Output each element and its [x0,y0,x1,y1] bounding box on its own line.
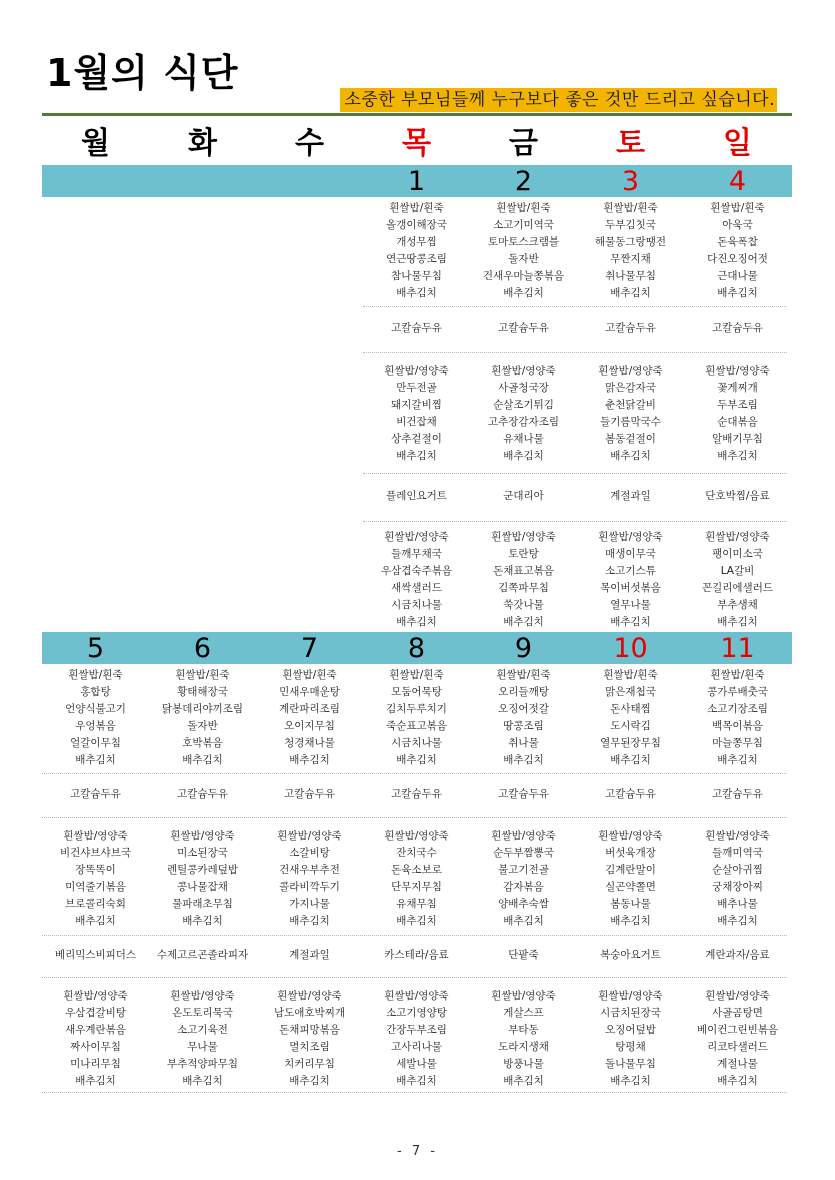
dinner-menu [470,988,577,1090]
menu-item: 흰쌀밥/영양죽 [598,365,663,377]
dinner-menu [684,988,791,1090]
date-number: 3 [621,166,640,197]
menu-item: 배추김치 [75,754,116,766]
menu-item: 흰쌀밥/영양죽 [277,990,342,1002]
menu-item: 배추나물 [717,898,758,910]
menu-item: 배추김치 [396,287,437,299]
menu-item: 배추김치 [75,915,116,927]
menu-item: 가지나물 [289,898,330,910]
breakfast-menu [684,200,791,302]
morning-snack: 고칼슘두유 [70,788,121,800]
menu-item: 청경채나물 [284,737,335,749]
menu-item: 치커리무침 [284,1058,335,1070]
title-divider [42,113,792,116]
menu-item: 황태해장국 [177,686,228,698]
menu-item: 짜사이무침 [70,1041,121,1053]
menu-item: 흰쌀밥/흰죽 [710,669,765,681]
menu-item: 김계란말이 [605,864,656,876]
menu-item: 무나물 [187,1041,218,1053]
menu-item: 배추김치 [503,287,544,299]
menu-item: 미소된장국 [177,847,228,859]
afternoon-snack: 단호박찜/음료 [705,490,770,502]
afternoon-snack: 플레인요거트 [386,490,447,502]
dinner-menu [577,529,684,631]
menu-item: 들기름막국수 [600,416,661,428]
menu-item: 연근땅콩조림 [386,253,447,265]
week-1-menus [42,200,792,640]
menu-item: 토마토스크램블 [487,236,559,248]
menu-item: 만두전골 [396,382,437,394]
menu-item: 흰쌀밥/영양죽 [384,365,449,377]
menu-item: 유채나물 [503,433,544,445]
dinner-menu [470,529,577,631]
breakfast-menu [577,667,684,769]
menu-item: 죽순표고볶음 [386,720,447,732]
menu-item: 맑은재첩국 [605,686,656,698]
menu-item: 배추김치 [610,754,651,766]
menu-item: 돈육소보로 [391,864,442,876]
menu-item: 쑥갓나물 [503,599,544,611]
menu-item: 흰쌀밥/영양죽 [170,990,235,1002]
menu-item: 배추김치 [610,915,651,927]
breakfast-menu [470,667,577,769]
menu-item: 흰쌀밥/영양죽 [277,830,342,842]
menu-item: 부추생채 [717,599,758,611]
menu-item: 배추김치 [289,1075,330,1087]
menu-item: 배추김치 [396,450,437,462]
menu-item: 부추적양파무침 [166,1058,238,1070]
dinner-menu [256,988,363,1090]
menu-item: 소갈비탕 [289,847,330,859]
menu-item: 흰쌀밥/영양죽 [491,990,556,1002]
morning-snack: 고칼슘두유 [712,788,763,800]
menu-item: 백목이볶음 [712,720,763,732]
menu-item: 홍합탕 [80,686,111,698]
page-number: - 7 - [397,1144,438,1159]
menu-item: 흰쌀밥/영양죽 [598,531,663,543]
day-name-4: 금 [509,126,538,161]
menu-item: 흰쌀밥/영양죽 [705,990,770,1002]
menu-item: 콜라비깍두기 [279,881,340,893]
date-band-week-1 [42,165,792,197]
breakfast-menu [42,667,149,769]
menu-item: 흰쌀밥/영양죽 [705,365,770,377]
date-number [42,165,149,197]
menu-item: 베이컨그린빈볶음 [696,1024,779,1036]
menu-item: 배추김치 [610,1075,651,1087]
day-name-3: 목 [402,126,431,161]
menu-item: 배추김치 [182,1075,223,1087]
dinner-menu [363,988,470,1090]
menu-item: 우삼겹갈비탕 [65,1007,126,1019]
menu-item: 상추겉절이 [391,433,442,445]
menu-item: LA갈비 [720,565,755,577]
afternoon-snack: 복숭아요거트 [600,949,661,961]
menu-item: 흰쌀밥/영양죽 [384,990,449,1002]
menu-item: 배추김치 [610,287,651,299]
menu-item: 계절나물 [717,1058,758,1070]
menu-item: 궁채장아찌 [712,881,763,893]
date-number [149,165,256,197]
menu-item: 순살조기튀김 [493,399,554,411]
menu-item: 두부김칫국 [605,219,656,231]
breakfast-menu [470,200,577,302]
menu-item: 봄동나물 [610,898,651,910]
menu-item: 호박볶음 [182,737,223,749]
dinner-menu [42,988,149,1090]
menu-item: 순두부짬뽕국 [493,847,554,859]
date-number: 6 [193,633,212,664]
menu-item: 고사리나물 [391,1041,442,1053]
menu-item: 취나물 [508,737,539,749]
subtitle-banner: 소중한 부모님들께 누구보다 좋은 것만 드리고 싶습니다. [340,88,777,112]
menu-item: 실곤약쫄면 [605,881,656,893]
menu-item: 비건샤브샤브국 [59,847,131,859]
menu-item: 김쪽파무침 [498,582,549,594]
menu-item: 오징어덮밥 [605,1024,656,1036]
menu-item: 맑은감자국 [605,382,656,394]
menu-item: 소고기미역국 [493,219,554,231]
menu-item: 배추김치 [503,616,544,628]
morning-snack: 고칼슘두유 [391,322,442,334]
afternoon-snack: 카스테라/음료 [384,949,449,961]
morning-snack: 고칼슘두유 [605,322,656,334]
menu-item: 배추김치 [503,450,544,462]
menu-item: 배추김치 [503,1075,544,1087]
row-separator [42,817,787,818]
menu-item: 흰쌀밥/영양죽 [384,531,449,543]
menu-item: 오이지무침 [284,720,335,732]
menu-item: 춘천닭갈비 [605,399,656,411]
menu-item: 흰쌀밥/흰죽 [496,669,551,681]
menu-item: 게살스프 [503,1007,544,1019]
menu-item: 알배기무침 [712,433,763,445]
menu-item: 열무나물 [610,599,651,611]
menu-item: 시금치된장국 [600,1007,661,1019]
menu-item: 배추김치 [396,616,437,628]
afternoon-snack: 계란과자/음료 [705,949,770,961]
menu-item: 세발나물 [396,1058,437,1070]
row-separator [42,773,787,774]
afternoon-snack: 수제고르곤졸라피자 [156,949,249,961]
menu-item: 단무지무침 [391,881,442,893]
date-band-week-2 [42,632,792,664]
lunch-menu [684,363,791,465]
afternoon-snack: 베리믹스비피더스 [54,949,137,961]
menu-item: 돌나물무침 [605,1058,656,1070]
menu-item: 흰쌀밥/영양죽 [598,990,663,1002]
menu-item: 흰쌀밥/흰죽 [389,669,444,681]
week-2-menus [42,667,792,1107]
menu-item: 배추김치 [717,1075,758,1087]
date-number: 4 [728,166,747,197]
menu-item: 장똑똑이 [75,864,116,876]
menu-item: 물파래초무침 [172,898,233,910]
lunch-menu [363,363,470,465]
menu-item: 흰쌀밥/흰죽 [282,669,337,681]
date-number: 5 [86,633,105,664]
dinner-menu [149,988,256,1090]
menu-item: 돌자반 [187,720,218,732]
menu-item: 흰쌀밥/영양죽 [491,830,556,842]
menu-item: 유채무침 [396,898,437,910]
menu-item: 흰쌀밥/흰죽 [68,669,123,681]
menu-item: 돈채표고볶음 [493,565,554,577]
menu-item: 렌틸콩카레덮밥 [166,864,238,876]
afternoon-snack: 계절과일 [610,490,651,502]
day-name-5: 토 [616,126,645,161]
menu-item: 흰쌀밥/영양죽 [598,830,663,842]
menu-item: 참나물무침 [391,270,442,282]
menu-item: 꼰길리에샐러드 [701,582,773,594]
dinner-menu [684,529,791,631]
dinner-menu [577,988,684,1090]
menu-item: 배추김치 [182,915,223,927]
menu-item: 배추김치 [182,754,223,766]
day-name-0: 월 [81,126,110,161]
morning-snack: 고칼슘두유 [712,322,763,334]
breakfast-menu [149,667,256,769]
date-number: 1 [407,166,426,197]
menu-item: 들깨무채국 [391,548,442,560]
menu-item: 도시락김 [610,720,651,732]
date-number: 2 [514,166,533,197]
menu-item: 배추김치 [717,754,758,766]
date-number: 9 [514,633,533,664]
menu-item: 고추장감자조림 [487,416,559,428]
menu-item: 땅콩조림 [503,720,544,732]
menu-item: 도라지생채 [498,1041,549,1053]
menu-item: 민새우매운탕 [279,686,340,698]
menu-item: 남도애호박찌개 [273,1007,345,1019]
menu-item: 배추김치 [610,450,651,462]
menu-item: 다진오징어젓 [707,253,768,265]
lunch-menu [577,828,684,930]
menu-item: 건새우마늘쫑볶음 [482,270,565,282]
menu-item: 방풍나물 [503,1058,544,1070]
date-number [256,165,363,197]
menu-item: 들깨미역국 [712,847,763,859]
menu-item: 소고기장조림 [707,703,768,715]
date-number: 10 [613,633,648,664]
menu-item: 소고기육전 [177,1024,228,1036]
menu-item: 탕평채 [615,1041,646,1053]
breakfast-menu [684,667,791,769]
breakfast-menu [363,200,470,302]
menu-item: 불고기전골 [498,864,549,876]
menu-item: 흰쌀밥/흰죽 [389,202,444,214]
lunch-menu [470,828,577,930]
menu-item: 돌자반 [508,253,539,265]
menu-item: 열무된장무침 [600,737,661,749]
menu-item: 배추김치 [503,754,544,766]
menu-item: 돈육폭찹 [717,236,758,248]
menu-item: 배추김치 [289,915,330,927]
menu-item: 배추김치 [717,616,758,628]
menu-item: 부타동 [508,1024,539,1036]
page-title: 1월의 식단 [46,51,239,95]
afternoon-snack: 계절과일 [289,949,330,961]
menu-item: 소고기영양탕 [386,1007,447,1019]
menu-item: 배추김치 [289,754,330,766]
menu-item: 사골곰탕면 [712,1007,763,1019]
menu-item: 잔치국수 [396,847,437,859]
menu-item: 흰쌀밥/흰죽 [496,202,551,214]
menu-item: 사골청국장 [498,382,549,394]
menu-item: 버섯육개장 [605,847,656,859]
menu-item: 언양식불고기 [65,703,126,715]
menu-item: 돈사태찜 [610,703,651,715]
menu-item: 미나리무침 [70,1058,121,1070]
lunch-menu [363,828,470,930]
row-separator [42,1092,787,1093]
menu-item: 김치두루치기 [386,703,447,715]
menu-item: 해물동그랑땡전 [594,236,666,248]
menu-item: 오리들깨탕 [498,686,549,698]
day-name-6: 일 [723,126,752,161]
afternoon-snack: 단팥죽 [508,949,539,961]
dinner-menu [363,529,470,631]
menu-item: 새싹샐러드 [391,582,442,594]
menu-item: 배추김치 [503,915,544,927]
menu-item: 배추김치 [717,287,758,299]
menu-item: 토란탕 [508,548,539,560]
menu-item: 멸치조림 [289,1041,330,1053]
lunch-menu [470,363,577,465]
menu-item: 배추김치 [75,1075,116,1087]
menu-item: 순대볶음 [717,416,758,428]
menu-item: 배추김치 [396,1075,437,1087]
menu-item: 올갱이해장국 [386,219,447,231]
menu-item: 얼갈이무침 [70,737,121,749]
menu-item: 배추김치 [396,754,437,766]
row-separator [363,473,787,474]
menu-item: 닭봉데리야끼조림 [161,703,244,715]
menu-item: 배추김치 [717,450,758,462]
menu-item: 흰쌀밥/영양죽 [705,531,770,543]
menu-item: 흰쌀밥/영양죽 [491,365,556,377]
lunch-menu [577,363,684,465]
afternoon-snack: 군대리아 [503,490,544,502]
menu-item: 순살아귀찜 [712,864,763,876]
menu-item: 취나물무침 [605,270,656,282]
menu-item: 아욱국 [722,219,753,231]
menu-item: 간장두부조림 [386,1024,447,1036]
menu-item: 콩나물잡채 [177,881,228,893]
menu-item: 흰쌀밥/흰죽 [603,669,658,681]
menu-item: 매생이무국 [605,548,656,560]
menu-item: 근대나물 [717,270,758,282]
menu-item: 흰쌀밥/영양죽 [170,830,235,842]
row-separator [363,352,787,353]
lunch-menu [42,828,149,930]
morning-snack: 고칼슘두유 [498,322,549,334]
menu-item: 소고기스튜 [605,565,656,577]
menu-item: 돈채피망볶음 [279,1024,340,1036]
menu-item: 흰쌀밥/영양죽 [384,830,449,842]
row-separator [42,977,787,978]
row-separator [363,306,787,307]
menu-item: 흰쌀밥/영양죽 [491,531,556,543]
menu-item: 새우계란볶음 [65,1024,126,1036]
morning-snack: 고칼슘두유 [605,788,656,800]
menu-item: 흰쌀밥/흰죽 [710,202,765,214]
menu-item: 돼지갈비찜 [391,399,442,411]
menu-item: 팽이미소국 [712,548,763,560]
lunch-menu [149,828,256,930]
row-separator [42,935,787,936]
breakfast-menu [363,667,470,769]
menu-item: 두부조림 [717,399,758,411]
menu-item: 배추김치 [610,616,651,628]
breakfast-menu [577,200,684,302]
date-number: 7 [300,633,319,664]
menu-item: 흰쌀밥/영양죽 [63,830,128,842]
menu-item: 건새우부추전 [279,864,340,876]
menu-item: 감자볶음 [503,881,544,893]
menu-item: 배추김치 [717,915,758,927]
menu-item: 양배추숙쌈 [498,898,549,910]
menu-item: 무짠지채 [610,253,651,265]
menu-item: 시금치나물 [391,737,442,749]
row-separator [363,521,787,522]
menu-item: 흰쌀밥/흰죽 [603,202,658,214]
menu-item: 흰쌀밥/흰죽 [175,669,230,681]
menu-item: 시금치나물 [391,599,442,611]
menu-item: 우삼겹숙주볶음 [380,565,452,577]
menu-item: 비건잡채 [396,416,437,428]
menu-item: 우엉볶음 [75,720,116,732]
menu-item: 배추김치 [396,915,437,927]
date-number: 11 [720,633,755,664]
day-name-2: 수 [295,126,324,161]
menu-item: 목이버섯볶음 [600,582,661,594]
morning-snack: 고칼슘두유 [391,788,442,800]
morning-snack: 고칼슘두유 [498,788,549,800]
menu-item: 흰쌀밥/영양죽 [63,990,128,1002]
menu-item: 오징어젓갈 [498,703,549,715]
menu-item: 온도토리묵국 [172,1007,233,1019]
morning-snack: 고칼슘두유 [177,788,228,800]
day-of-week-header [42,124,792,164]
menu-item: 마늘쫑무침 [712,737,763,749]
menu-item: 꽃게찌개 [717,382,758,394]
day-name-1: 화 [188,126,217,161]
breakfast-menu [256,667,363,769]
menu-item: 봄동겉절이 [605,433,656,445]
morning-snack: 고칼슘두유 [284,788,335,800]
menu-item: 콩가루배춧국 [707,686,768,698]
menu-item: 모둠어묵탕 [391,686,442,698]
menu-item: 계란파리조림 [279,703,340,715]
lunch-menu [256,828,363,930]
date-number: 8 [407,633,426,664]
menu-item: 흰쌀밥/영양죽 [705,830,770,842]
lunch-menu [684,828,791,930]
menu-item: 브로콜리숙회 [65,898,126,910]
menu-item: 미역줄기볶음 [65,881,126,893]
menu-item: 개성무찜 [396,236,437,248]
menu-item: 리코타샐러드 [707,1041,768,1053]
